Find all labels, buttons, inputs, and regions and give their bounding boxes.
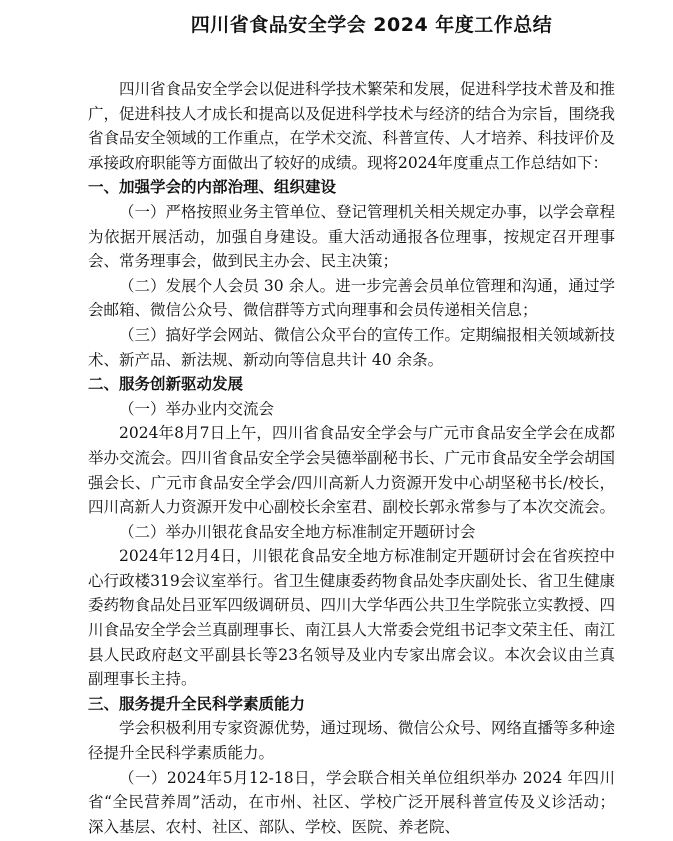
section-3-heading: 三、服务提升全民科学素质能力: [88, 694, 306, 713]
section-3-paragraph-1: 学会积极利用专家资源优势，通过现场、微信公众号、网络直播等多种途径提升全民科学素质能力。: [88, 719, 616, 763]
section-2-subheading-1: （一）举办业内交流会: [119, 399, 275, 418]
section-2-heading: 二、服务创新驱动发展: [88, 375, 244, 394]
intro-paragraph: 四川省食品安全学会以促进科学技术繁荣和发展，促进科学技术普及和推广，促进科技人才成长和提高以及促进科学技术与经济的结合为宗旨，围绕我省食品安全领域的工作重点，在学术交流、科普宣传、人才培养、科技评价及承接政府职能等方面做出了较好的成绩。现将2024年度重点工作总结如下：: [88, 80, 616, 172]
document-title: 四川省食品安全学会 2024 年度工作总结: [190, 14, 553, 36]
section-2-paragraph-2: 2024年12月4日，川银花食品安全地方标准制定开题研讨会在省疾控中心行政楼319会议室举行。省卫生健康委药物食品处李庆副处长、省卫生健康委药物食品处吕亚军四级调研员、四川大学华西公共卫生学院张立实教授、四川食品安全学会兰真副理事长、南江县人大常委会党组书记李文荣主任、南江县人民政府赵文平副县长等23名领导及业内专家出席会议。本次会议由兰真副理事长主持。: [88, 547, 616, 689]
section-1-item-3: （三）搞好学会网站、微信公众平台的宣传工作。定期编报相关领域新技术、新产品、新法规、新动向等信息共计 40 余条。: [88, 325, 616, 369]
section-2-subheading-2: （二）举办川银花食品安全地方标准制定开题研讨会: [119, 522, 476, 541]
section-1-item-2: （二）发展个人会员 30 余人。进一步完善会员单位管理和沟通，通过学会邮箱、微信公众号、微信群等方式向理事和会员传递相关信息；: [88, 276, 615, 320]
section-2-paragraph-1: 2024年8月7日上午，四川省食品安全学会与广元市食品安全学会在成都举办交流会。四川省食品安全学会吴德举副秘书长、广元市食品安全学会胡国强会长、广元市食品安全学会/四川高新人力资源开发中心胡坚秘书长/校长，四川高新人力资源开发中心副校长余室君、副校长郭永常参与了本次交流会。: [88, 424, 616, 517]
section-1-heading: 一、加强学会的内部治理、组织建设: [88, 178, 337, 197]
section-1-item-1: （一）严格按照业务主管单位、登记管理机关相关规定办事，以学会章程为依据开展活动，加强自身建设。重大活动通报各位理事，按规定召开理事会、常务理事会，做到民主办会、民主决策；: [88, 202, 616, 271]
section-3-paragraph-2: （一）2024年5月12-18日，学会联合相关单位组织举办 2024 年四川省“全民营养周”活动，在市州、社区、学校广泛开展科普宣传及义诊活动；深入基层、农村、社区、部队、学校、医院、养老院、: [88, 768, 615, 836]
